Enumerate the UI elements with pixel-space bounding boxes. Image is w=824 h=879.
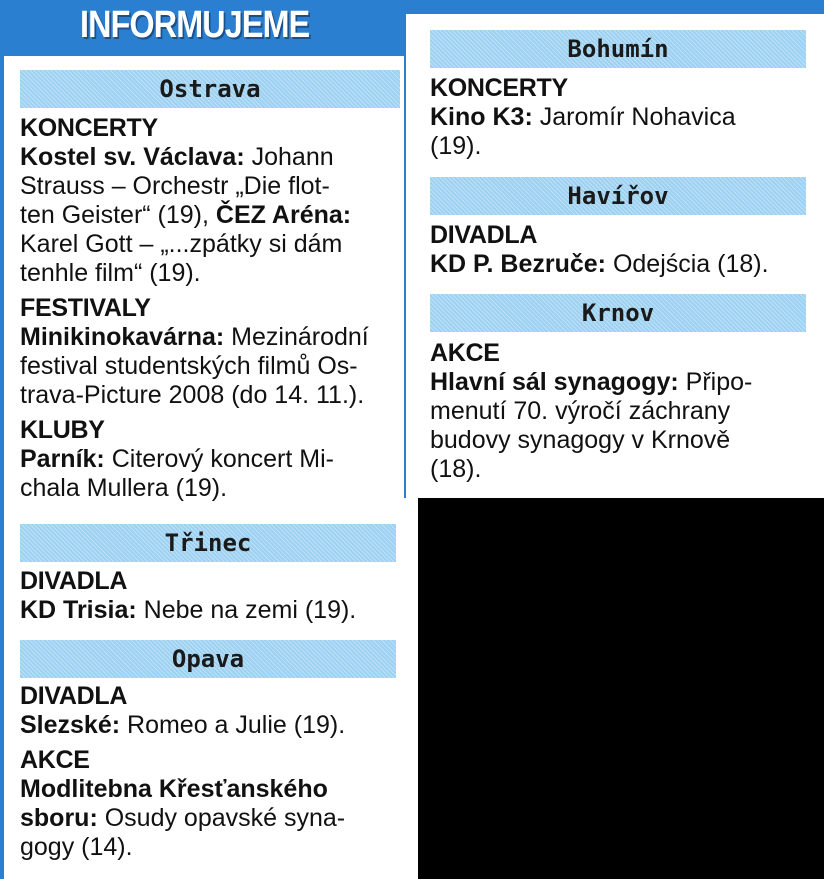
listing-text: chala Mullera (19). <box>20 474 228 502</box>
listing-line <box>20 259 402 288</box>
listing-line <box>430 103 810 132</box>
ostrava-listings <box>20 114 402 503</box>
listing-text: ten Geister“ (19), <box>20 201 216 229</box>
venue-name: Hlavní sál synagogy: <box>430 368 679 396</box>
listing-text: trava-Picture 2008 (do 14. 11.). <box>20 381 365 409</box>
listing-line <box>430 397 820 426</box>
listing-text: Odejścia (18). <box>606 250 769 278</box>
listing-entry <box>430 250 820 279</box>
listing-line <box>20 833 402 862</box>
listing-line <box>20 143 402 172</box>
venue-name: KD Trisia: <box>20 596 137 624</box>
venue-name: sboru: <box>20 804 98 832</box>
listing-line <box>430 368 820 397</box>
listing-entry <box>20 445 402 503</box>
venue-name: Parník: <box>20 445 105 473</box>
listing-text: budovy synagogy v Krnově <box>430 426 731 454</box>
krnov-listings <box>430 339 820 484</box>
listing-line <box>20 445 402 474</box>
category-heading: DIVADLA <box>430 221 538 249</box>
section-header-havirov: Havířov <box>430 177 806 215</box>
section-header-trinec: Třinec <box>20 524 396 562</box>
venue-name: ČEZ Aréna: <box>215 201 352 229</box>
page-title: INFORMUJEME <box>80 4 310 46</box>
listing-text: Připo- <box>678 368 753 396</box>
listing-line <box>20 323 402 352</box>
listing-line <box>20 230 402 259</box>
venue-name: Minikinokavárna: <box>20 323 225 351</box>
listing-line <box>20 201 402 230</box>
listing-entry <box>20 143 402 288</box>
listing-entry <box>20 323 402 410</box>
listing-text: Karel Gott – „...zpátky si dám <box>20 230 343 258</box>
listing-line <box>20 474 402 503</box>
category-heading: KLUBY <box>20 416 105 444</box>
trinec-listings <box>20 567 402 625</box>
bohumin-listings <box>430 74 810 161</box>
listing-line <box>20 804 402 833</box>
category-heading: DIVADLA <box>20 682 128 710</box>
listing-line <box>20 596 402 625</box>
section-header-bohumin: Bohumín <box>430 30 806 68</box>
listing-line <box>430 426 820 455</box>
listing-entry <box>430 368 820 484</box>
listing-text: (19). <box>430 132 482 160</box>
section-header-ostrava: Ostrava <box>20 70 400 108</box>
listing-text: (18). <box>430 455 482 483</box>
listing-entry <box>20 775 402 862</box>
listing-text: Citerový koncert Mi- <box>104 445 334 473</box>
listing-text: tenhle film“ (19). <box>20 259 201 287</box>
category-heading: KONCERTY <box>430 74 568 102</box>
listing-line <box>20 381 402 410</box>
listing-text: Strauss – Orchestr „Die flot- <box>20 172 330 200</box>
listing-line <box>20 172 402 201</box>
listing-entry <box>430 103 810 161</box>
venue-name: Kino K3: <box>430 103 533 131</box>
section-header-krnov: Krnov <box>430 294 806 332</box>
blank-area <box>418 498 824 879</box>
listing-text: festival studentských filmů Os- <box>20 352 358 380</box>
listing-line <box>20 775 402 804</box>
listing-text: Johann <box>244 143 334 171</box>
listing-line <box>430 132 810 161</box>
listing-line <box>20 352 402 381</box>
category-heading: AKCE <box>20 746 90 774</box>
listing-entry <box>20 711 402 740</box>
listing-text: Jaromír Nohavica <box>532 103 736 131</box>
category-heading: KONCERTY <box>20 114 158 142</box>
listing-entry <box>20 596 402 625</box>
section-header-opava: Opava <box>20 640 396 678</box>
listing-text: menutí 70. výročí záchrany <box>430 397 731 425</box>
havirov-listings <box>430 221 820 279</box>
listing-text: Mezinárodní <box>224 323 369 351</box>
listing-line <box>20 711 402 740</box>
listing-text: Romeo a Julie (19). <box>120 711 346 739</box>
venue-name: Modlitebna Křesťanského <box>20 775 328 803</box>
listing-text: Osudy opavské syna- <box>97 804 346 832</box>
venue-name: Kostel sv. Václava: <box>20 143 245 171</box>
category-heading: FESTIVALY <box>20 294 151 322</box>
listing-line <box>430 250 820 279</box>
listing-line <box>430 455 820 484</box>
venue-name: KD P. Bezruče: <box>430 250 606 278</box>
venue-name: Slezské: <box>20 711 121 739</box>
listing-text: Nebe na zemi (19). <box>136 596 357 624</box>
opava-listings <box>20 682 402 862</box>
listing-text: gogy (14). <box>20 833 133 861</box>
category-heading: AKCE <box>430 339 500 367</box>
category-heading: DIVADLA <box>20 567 128 595</box>
